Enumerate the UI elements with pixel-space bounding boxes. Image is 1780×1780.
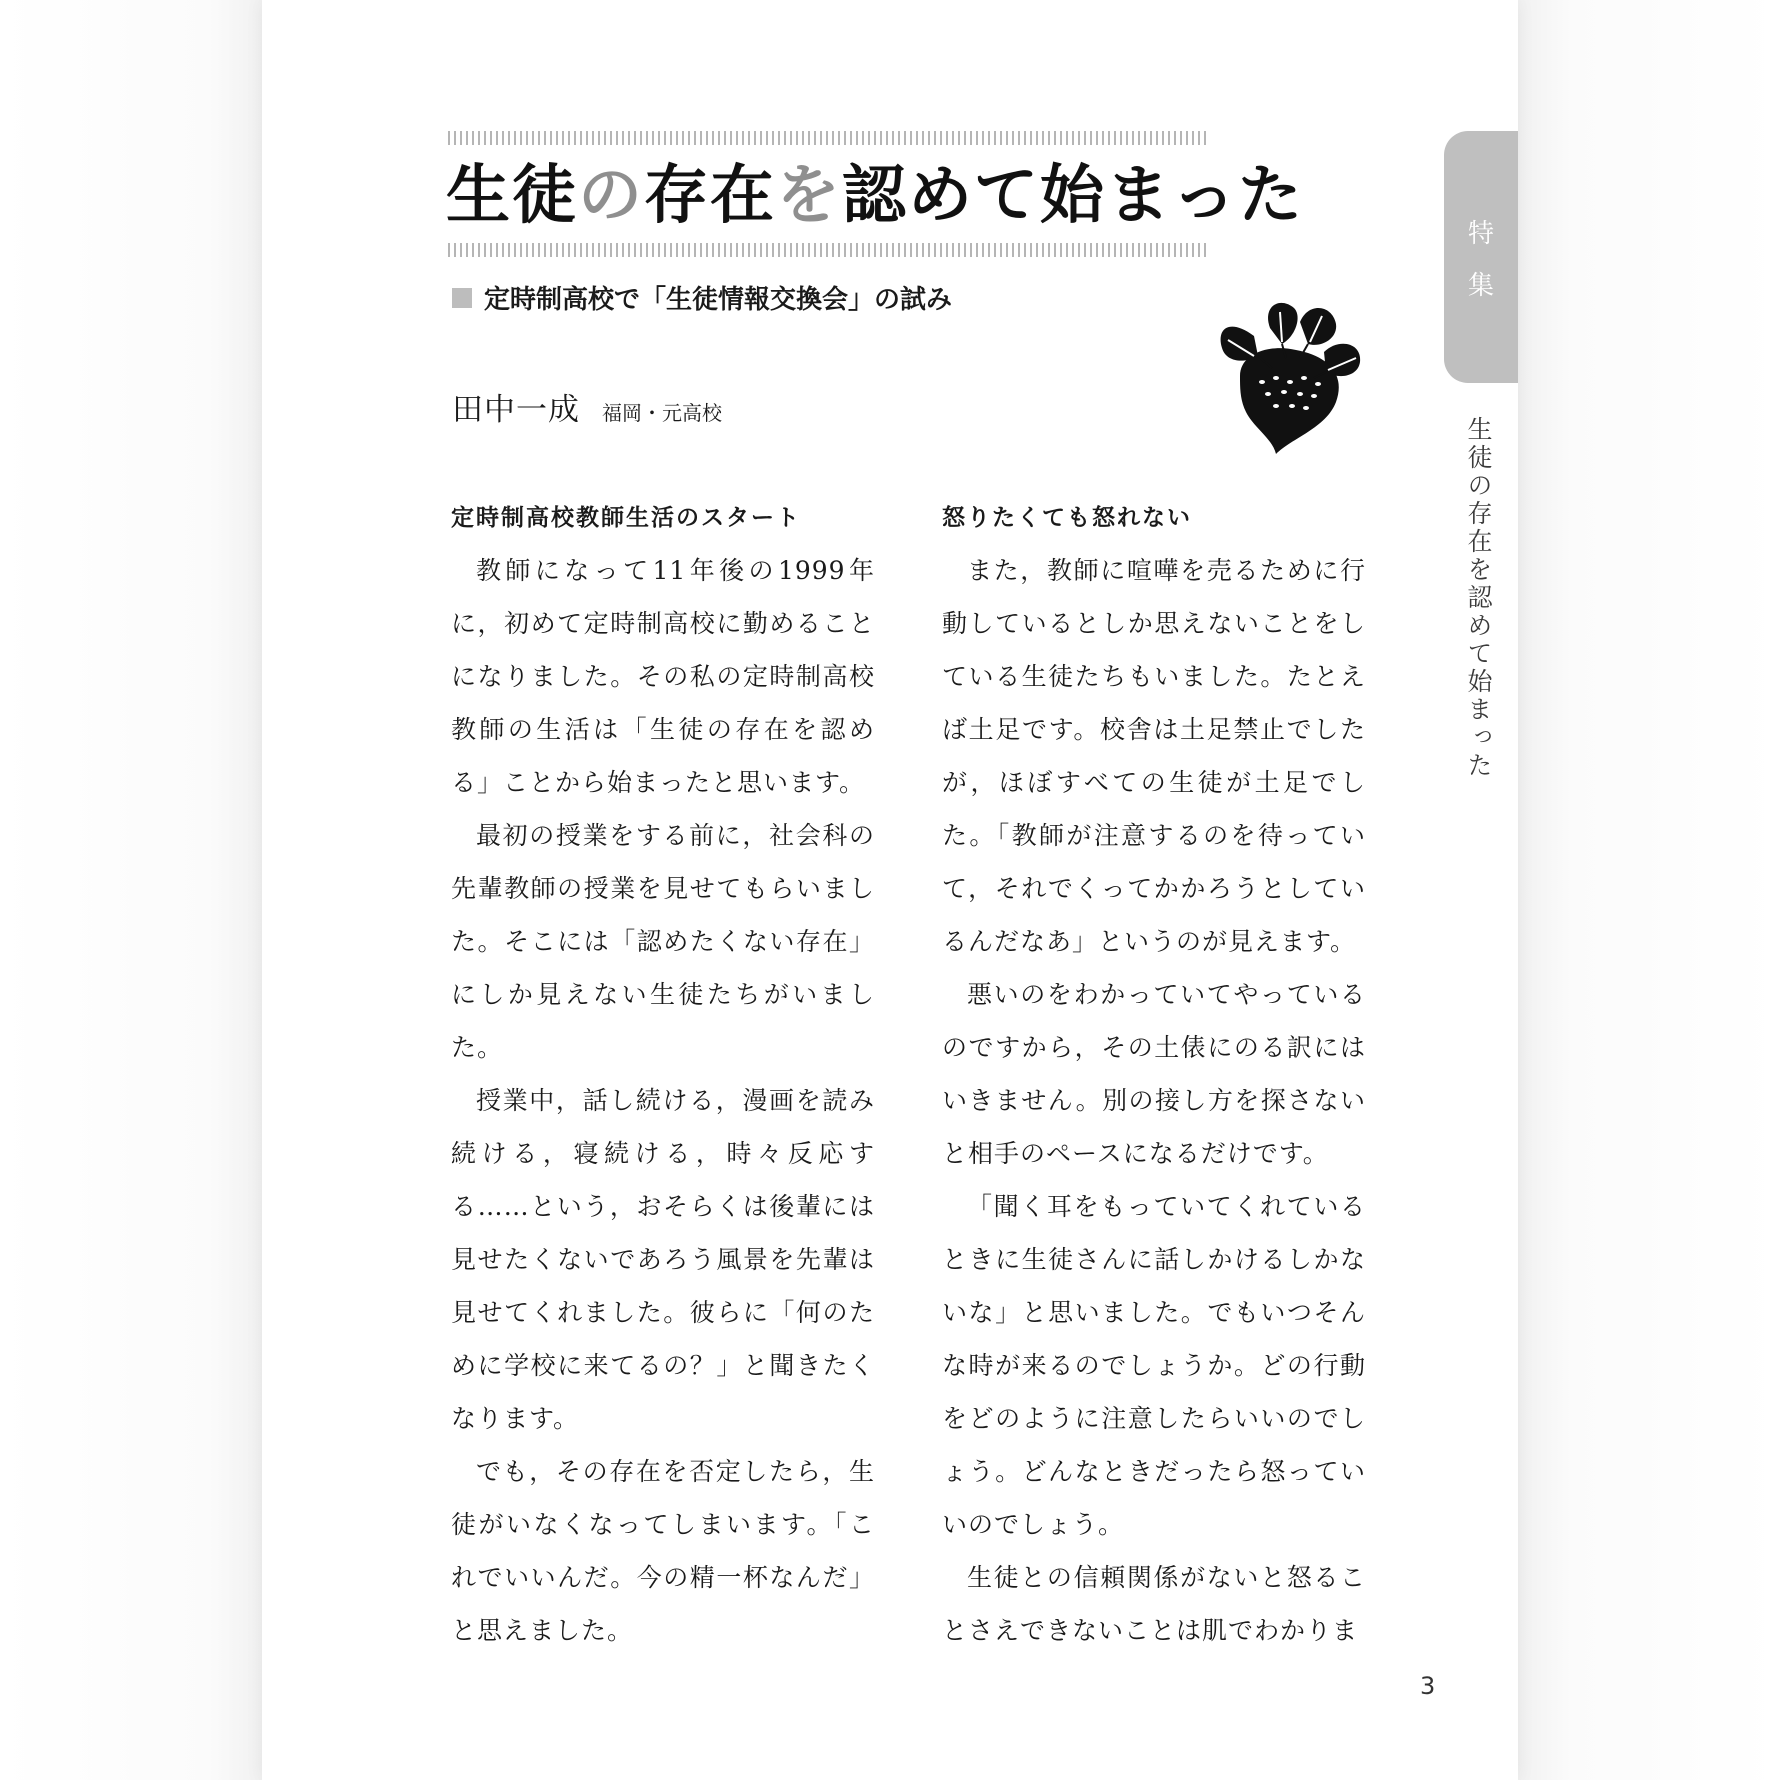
section-heading: 定時制高校教師生活のスタート bbox=[451, 505, 801, 531]
section-tab-label bbox=[1444, 208, 1518, 312]
tab-char: 集 bbox=[1467, 271, 1494, 301]
author-name: 田中一成 bbox=[452, 392, 580, 428]
author-line bbox=[452, 384, 722, 429]
title-part: 生徒 bbox=[446, 159, 578, 233]
title-rule-top bbox=[448, 131, 1208, 145]
section-heading: 怒りたくても怒れない bbox=[942, 505, 1192, 531]
right-column bbox=[942, 500, 1366, 1657]
paragraph: 授業中，話し続ける，漫画を読み続ける，寝続ける，時々反応する……という，おそらくは後輩には見せたくないであろう風景を先輩は見せてくれました。彼らに「何のために学校に来てるの？」と聞きたくなります。 bbox=[451, 1086, 875, 1433]
title-part: 存在 bbox=[644, 159, 776, 233]
tab-char: 特 bbox=[1467, 219, 1494, 249]
paragraph: 悪いのをわかっていてやっているのですから，その土俵にのる訳にはいきません。別の接し方を探さないと相手のペースになるだけです。 bbox=[942, 980, 1366, 1168]
article-subtitle bbox=[452, 279, 952, 316]
article-title bbox=[446, 159, 1304, 233]
outer-margin-left bbox=[0, 0, 262, 1780]
paragraph: また，教師に喧嘩を売るために行動しているとしか思えないことをしている生徒たちもいました。たとえば土足です。校舎は土足禁止でしたが，ほぼすべての生徒が土足でした。「教師が注意するのを待っていて，それでくってかかろうとしているんだなあ」というのが見えます。 bbox=[942, 556, 1366, 956]
subtitle-text: 定時制高校で「生徒情報交換会」の試み bbox=[484, 285, 953, 315]
running-title: 生徒の存在を認めて始まった bbox=[1464, 416, 1493, 780]
paragraph: 最初の授業をする前に，社会科の先輩教師の授業を見せてもらいました。そこには「認めたくない存在」にしか見えない生徒たちがいました。 bbox=[451, 821, 875, 1062]
paragraph: 教師になって11年後の1999年に，初めて定時制高校に勤めることになりました。その私の定時制高校教師の生活は「生徒の存在を認める」ことから始まったと思います。 bbox=[451, 556, 875, 797]
title-rule-bottom bbox=[448, 243, 1208, 257]
paragraph: 「聞く耳をもっていてくれているときに生徒さんに話しかけるしかないな」と思いました。でもいつそんな時が来るのでしょうか。どの行動をどのように注意したらいいのでしょう。どんなときだったら怒っていいのでしょう。 bbox=[942, 1192, 1366, 1539]
turnip-illustration bbox=[1210, 298, 1372, 456]
left-column bbox=[451, 500, 875, 1657]
title-part-accent: を bbox=[776, 159, 842, 233]
paragraph: でも，その存在を否定したら，生徒がいなくなってしまいます。「これでいいんだ。今の精一杯なんだ」と思えました。 bbox=[451, 1457, 875, 1645]
author-affiliation: 福岡・元高校 bbox=[602, 401, 722, 425]
page-number: 3 bbox=[1420, 1672, 1436, 1700]
title-part-accent: の bbox=[578, 159, 644, 233]
paragraph: 生徒との信頼関係がないと怒ることさえできないことは肌でわかりま bbox=[942, 1563, 1366, 1645]
outer-margin-right bbox=[1518, 0, 1780, 1780]
title-part: 認めて始まった bbox=[842, 159, 1304, 233]
square-bullet-icon bbox=[452, 288, 472, 308]
